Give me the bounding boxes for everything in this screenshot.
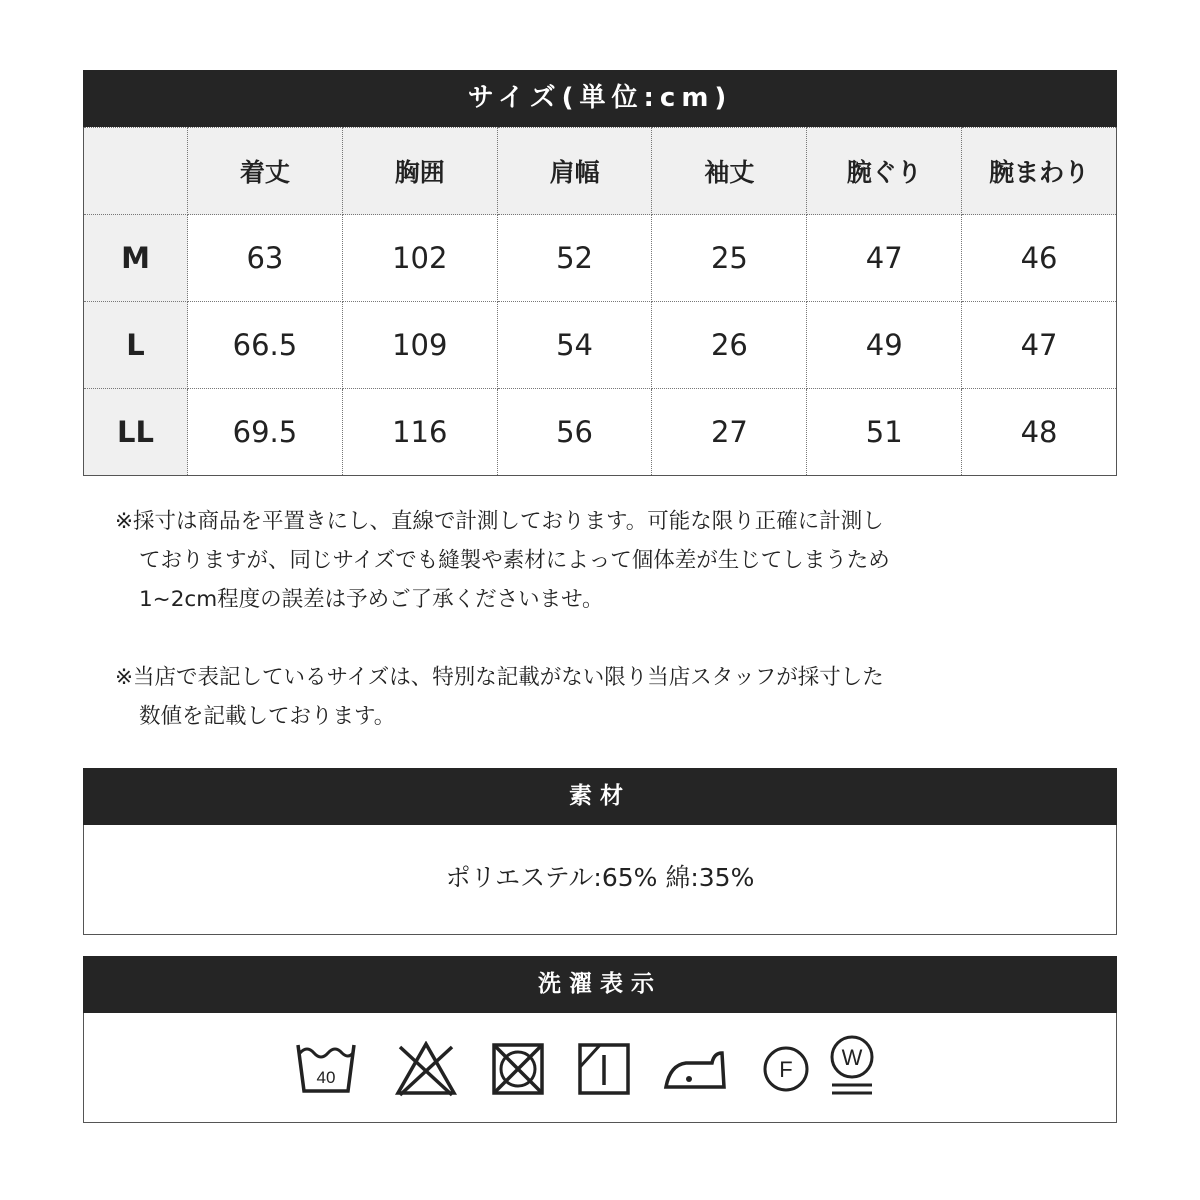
table-cell: 56 <box>497 389 652 476</box>
material-section <box>83 768 1117 935</box>
no-bleach-icon <box>394 1041 458 1097</box>
table-cell: 63 <box>188 215 343 302</box>
material-title: 素材 <box>83 768 1117 825</box>
size-label: M <box>84 215 188 302</box>
size-note <box>115 658 1035 736</box>
header-shoulder: 肩幅 <box>497 128 652 215</box>
table-cell: 27 <box>652 389 807 476</box>
table-row <box>84 302 1117 389</box>
measurement-note <box>115 502 1035 619</box>
table-cell: 52 <box>497 215 652 302</box>
wash-temp-label: 40 <box>316 1068 336 1087</box>
header-sleeve: 袖丈 <box>652 128 807 215</box>
no-tumble-dry-icon <box>490 1041 546 1097</box>
note-line: ておりますが、同じサイズでも縫製や素材によって個体差が生じてしまうため <box>139 548 890 573</box>
line-dry-shade-icon <box>576 1041 632 1097</box>
wash-tub-40-icon <box>294 1041 358 1097</box>
size-label: LL <box>84 389 188 476</box>
note-line: 数値を記載しております。 <box>139 704 396 729</box>
size-table <box>83 127 1117 476</box>
table-cell: 69.5 <box>188 389 343 476</box>
size-label: L <box>84 302 188 389</box>
size-section <box>83 70 1117 476</box>
table-cell: 25 <box>652 215 807 302</box>
size-table-header-row <box>84 128 1117 215</box>
table-cell: 46 <box>962 215 1117 302</box>
table-cell: 116 <box>342 389 497 476</box>
header-chest: 胸囲 <box>342 128 497 215</box>
dry-clean-label: F <box>779 1057 793 1082</box>
table-cell: 47 <box>962 302 1117 389</box>
laundry-title: 洗濯表示 <box>83 956 1117 1013</box>
laundry-icons-box <box>83 1013 1117 1123</box>
laundry-icons <box>294 1041 864 1101</box>
note-line: 1~2cm程度の誤差は予めご了承くださいませ。 <box>139 587 604 612</box>
table-cell: 66.5 <box>188 302 343 389</box>
table-row <box>84 215 1117 302</box>
material-text: ポリエステル:65% 綿:35% <box>83 825 1117 935</box>
header-corner <box>84 128 188 215</box>
table-cell: 48 <box>962 389 1117 476</box>
table-cell: 54 <box>497 302 652 389</box>
table-row <box>84 389 1117 476</box>
header-arm-circumference: 腕まわり <box>962 128 1117 215</box>
wet-clean-w-icon <box>824 1033 880 1099</box>
table-cell: 47 <box>807 215 962 302</box>
header-armhole: 腕ぐり <box>807 128 962 215</box>
table-cell: 51 <box>807 389 962 476</box>
table-cell: 102 <box>342 215 497 302</box>
note-line: ※当店で表記しているサイズは、特別な記載がない限り当店スタッフが採寸した <box>115 665 884 690</box>
size-table-title: サイズ(単位:cm) <box>83 70 1117 127</box>
iron-low-icon <box>662 1041 730 1097</box>
laundry-section <box>83 956 1117 1123</box>
table-cell: 49 <box>807 302 962 389</box>
table-cell: 26 <box>652 302 807 389</box>
header-length: 着丈 <box>188 128 343 215</box>
dry-clean-f-icon <box>758 1041 814 1097</box>
table-cell: 109 <box>342 302 497 389</box>
wet-clean-label: W <box>841 1045 863 1070</box>
note-line: ※採寸は商品を平置きにし、直線で計測しております。可能な限り正確に計測し <box>115 509 884 534</box>
